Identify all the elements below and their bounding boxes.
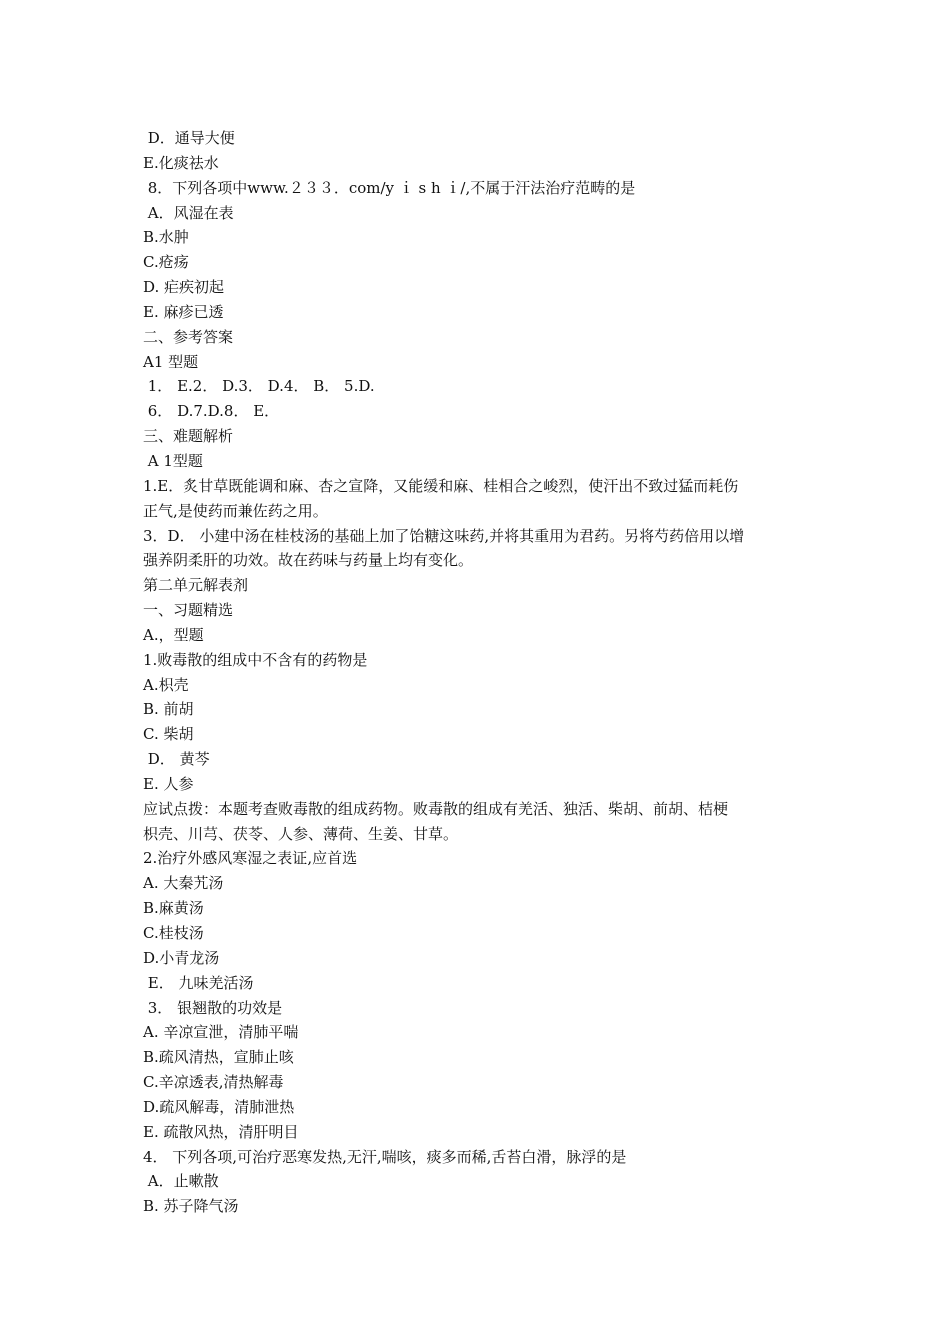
explanation-line: 应试点拨：本题考查败毒散的组成药物。败毒散的组成有羌活、独活、柴胡、前胡、桔梗 (143, 799, 729, 818)
option-line: A. 大秦艽汤 (143, 874, 224, 893)
section-heading: 二、参考答案 (143, 327, 234, 346)
question-line: 3． 银翘散的功效是 (143, 998, 283, 1017)
answer-line: 6． D.7.D.8． E． (143, 402, 280, 421)
option-line: E. 人参 (143, 774, 194, 793)
subsection-heading: A.，型题 (143, 625, 204, 644)
option-line: C.疮疡 (143, 253, 189, 272)
option-line: E. 麻疹已透 (143, 302, 224, 321)
option-line: B. 前胡 (143, 700, 194, 719)
explanation-line: 3．D． 小建中汤在桂枝汤的基础上加了饴糖这味药,并将其重用为君药。另将芍药倍用以增 (143, 526, 745, 545)
document-body (143, 126, 813, 1219)
subsection-heading: A 1型题 (143, 451, 203, 470)
option-line: C.辛凉透表,清热解毒 (143, 1073, 284, 1092)
section-heading: 一、习题精选 (143, 601, 234, 620)
question-line: 8．下列各项中www.２３３．com/y ｉ s h ｉ/,不属于汗法治疗范畴的是 (143, 178, 636, 197)
option-line: C.桂枝汤 (143, 924, 204, 942)
option-line: E． 九味羌活汤 (143, 973, 254, 992)
explanation-line: 强养阴柔肝的功效。故在药味与药量上均有变化。 (143, 551, 474, 570)
explanation-line: 枳壳、川芎、茯苓、人参、薄荷、生姜、甘草。 (143, 824, 459, 843)
option-line: B.水肿 (143, 228, 189, 247)
option-line: A．风湿在表 (143, 203, 234, 222)
option-line: B. 苏子降气汤 (143, 1197, 239, 1216)
option-line: E. 疏散风热，清肝明目 (143, 1122, 299, 1141)
option-line: D.小青龙汤 (143, 948, 220, 967)
option-line: C. 柴胡 (143, 725, 194, 744)
explanation-line: 1.E．炙甘草既能调和麻、杏之宣降，又能缓和麻、桂相合之峻烈，使汗出不致过猛而耗伤 (143, 476, 739, 495)
explanation-line: 正气,是使药而兼佐药之用。 (143, 501, 328, 520)
option-line: D. 疟疾初起 (143, 278, 225, 297)
section-heading: 三、难题解析 (143, 427, 234, 446)
answer-line: 1． E.2． D.3． D.4． B． 5.D. (143, 377, 375, 396)
question-line: 1.败毒散的组成中不含有的药物是 (143, 650, 368, 669)
option-line: B.疏风清热，宣肺止咳 (143, 1048, 294, 1067)
subsection-heading: A1 型题 (143, 352, 199, 371)
unit-heading: 第二单元解表剂 (143, 576, 249, 595)
question-line: 4． 下列各项,可治疗恶寒发热,无汗,喘咳，痰多而稀,舌苔白滑，脉浮的是 (143, 1147, 627, 1166)
option-line: B.麻黄汤 (143, 899, 204, 918)
option-line: A.枳壳 (143, 675, 189, 694)
option-line: A. 辛凉宣泄，清肺平喘 (143, 1023, 299, 1042)
option-line: D． 黄芩 (143, 750, 210, 769)
text-line: E.化痰祛水 (143, 153, 219, 172)
question-line: 2.治疗外感风寒湿之表证,应首选 (143, 849, 358, 868)
option-line: A．止嗽散 (143, 1172, 219, 1191)
text-line: D．通导大便 (143, 129, 235, 147)
option-line: D.疏风解毒，清肺泄热 (143, 1097, 295, 1116)
